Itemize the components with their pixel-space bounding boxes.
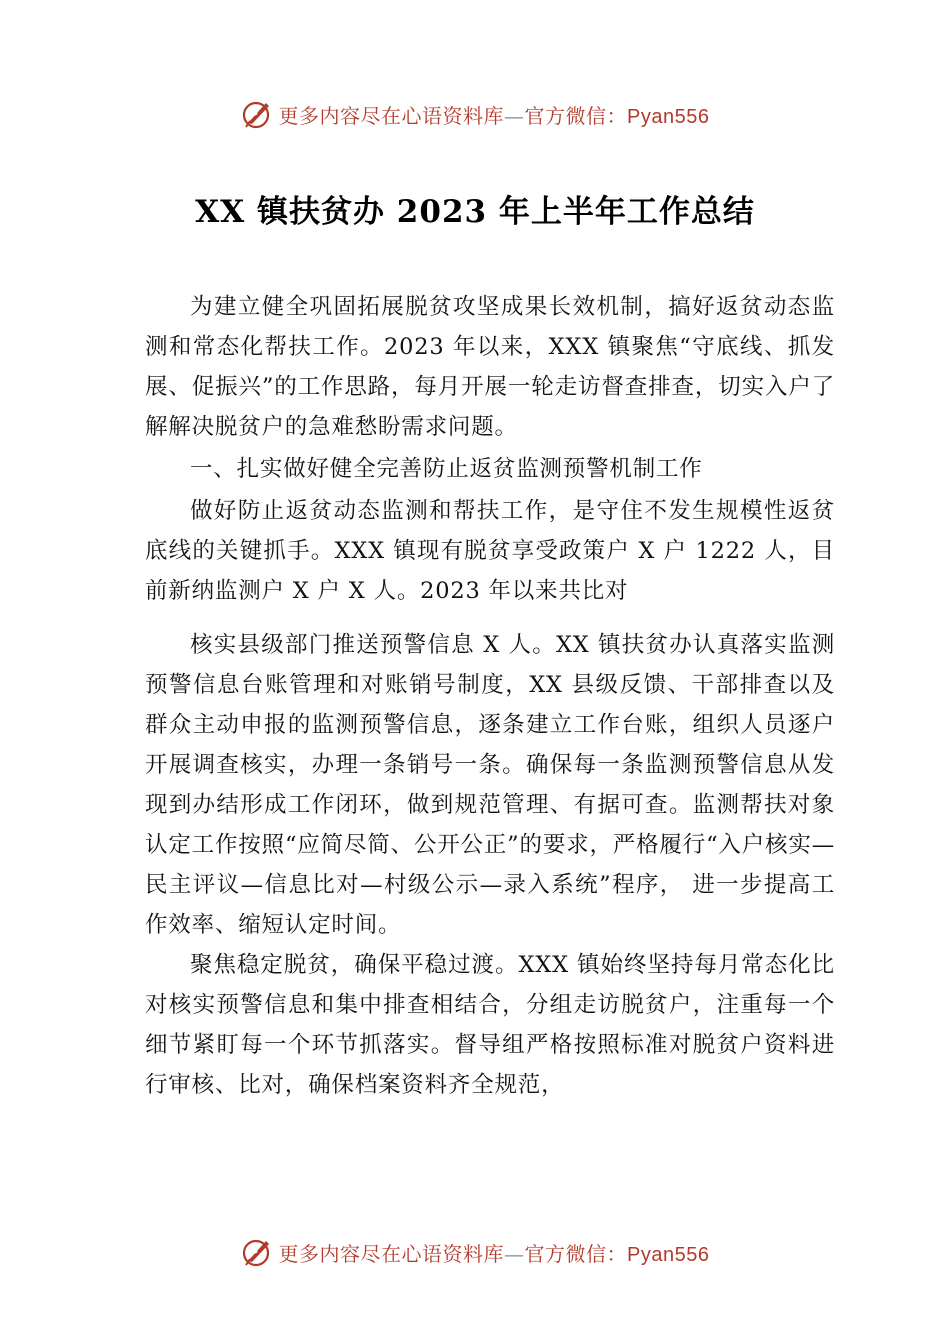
section-heading-1: 一、扎实做好健全完善防止返贫监测预警机制工作 <box>190 456 703 482</box>
paragraph-stability: 聚焦稳定脱贫，确保平稳过渡。XXX 镇始终坚持每月常态化比对核实预警信息和集中排查相结合，分组走访脱贫户，注重每一个细节紧盯每一个环节抓落实。督导组严格按照标准对脱贫户资料进行审核、比对，确保档案资料齐全规范， <box>145 952 835 1098</box>
paragraph-verification: 核实县级部门推送预警信息 X 人。XX 镇扶贫办认真落实监测预警信息台账管理和对账销号制度，XX 县级反馈、干部排查以及群众主动申报的监测预警信息，逐条建立工作台账，组织人员逐户开展调查核实，办理一条销号一条。确保每一条监测预警信息从发现到办结形成工作闭环，做到规范管理、有据可查。监测帮扶对象认定工作按照“应简尽简、公开公正”的要求，严格履行“入户核实—民主评议—信息比对—村级公示—录入系统”程序， 进一步提高工作效率、缩短认定时间。 <box>145 632 835 938</box>
watermark-handle: Pyan556 <box>627 1243 710 1266</box>
document-title: XX 镇扶贫办 2023 年上半年工作总结 <box>195 194 755 230</box>
quill-logo-icon <box>241 1236 273 1268</box>
quill-logo-icon <box>241 98 273 130</box>
watermark-handle: Pyan556 <box>627 105 710 128</box>
watermark-text: 更多内容尽在心语资料库—官方微信：Pyan556 <box>278 103 710 128</box>
page-break-gap <box>145 611 835 625</box>
paragraph-intro: 为建立健全巩固拓展脱贫攻坚成果长效机制，搞好返贫动态监测和常态化帮扶工作。2023 年以来，XXX 镇聚焦“守底线、抓发展、促振兴”的工作思路，每月开展一轮走访督查排查，切实入户了解解决脱贫户的急难愁盼需求问题。 <box>145 294 835 440</box>
document-body <box>145 287 835 1105</box>
watermark-text: 更多内容尽在心语资料库—官方微信：Pyan556 <box>278 1241 710 1266</box>
footer-watermark <box>0 1232 950 1272</box>
header-watermark <box>0 94 950 134</box>
paragraph-monitoring: 做好防止返贫动态监测和帮扶工作，是守住不发生规模性返贫底线的关键抓手。XXX 镇现有脱贫享受政策户 X 户 1222 人，目前新纳监测户 X 户 X 人。2023 年以来共比对 <box>145 498 835 604</box>
